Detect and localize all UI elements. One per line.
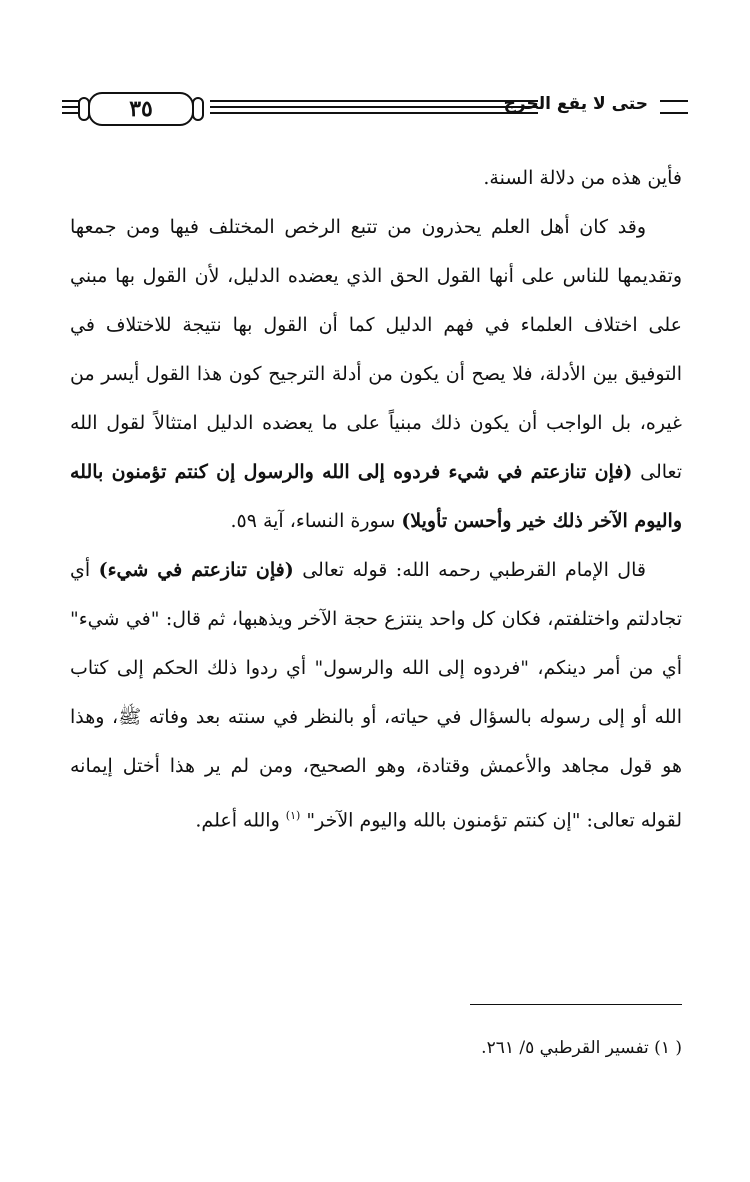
header-end-mark (660, 100, 688, 114)
running-title: حتى لا يقع الحرج (503, 94, 648, 114)
main-text (70, 154, 682, 845)
quran-verse-nisa-59: (فإن تنازعتم في شيء فردوه إلى الله والرسول إن كنتم تؤمنون بالله واليوم الآخر ذلك خير وأحسن تأويلا) (70, 461, 682, 532)
header-rule-line-2 (210, 106, 538, 108)
paragraph-3-intro: قال الإمام القرطبي رحمه الله: قوله تعالى (302, 559, 646, 581)
footnote-separator (470, 1004, 682, 1005)
paragraph-1: فأين هذه من دلالة السنة. (483, 167, 682, 189)
paragraph-2-text: وقد كان أهل العلم يحذرون من تتبع الرخص المختلف فيها ومن جمعها وتقديمها للناس على أنها القول الحق الذي يعضده الدليل، لأن القول بها مبني على اختلاف العلماء في فهم الدليل كما أن القول بها نتيجة للاختلاف في التوفيق بين الأدلة، فلا يصح أن يكون من أدلة الترجيح كون هذا القول أيسر من غيره، بل الواجب أن يكون ذلك مبنياً على ما يعضده الدليل امتثالاً لقول الله تعالى (70, 216, 682, 483)
page-number (88, 92, 194, 126)
footnote-marker: (١) (285, 809, 301, 822)
paragraph-3-end: والله أعلم. (195, 809, 280, 832)
verse-reference: سورة النساء، آية ٥٩. (230, 510, 396, 532)
header-rule-line-1 (210, 100, 538, 102)
quran-quote: (فإن تنازعتم في شيء) (98, 559, 294, 581)
page-header (62, 92, 688, 132)
page-number-text: ٣٥ (129, 96, 153, 122)
paragraph-2 (70, 203, 682, 546)
header-rule-line-3 (210, 112, 538, 114)
footnote: ( ١) تفسير القرطبي ٥/ ٢٦١. (481, 1038, 682, 1058)
paragraph-3-text: أي تجادلتم واختلفتم، فكان كل واحد ينتزع حجة الآخر ويذهبها، ثم قال: "في شيء" أي من أمر دينكم، "فردوه إلى الله والرسول" أي ردوا ذلك الحكم إلى كتاب الله أو إلى رسوله بالسؤال في حياته، أو بالنظر في سنته بعد وفاته ﷺ، وهذا هو قول مجاهد والأعمش وقتادة، وهو الصحيح، ومن لم ير هذا أختل إيمانه لقوله تعالى: "إن كنتم تؤمنون بالله واليوم الآخر" (70, 559, 682, 832)
paragraph-3 (70, 546, 682, 845)
